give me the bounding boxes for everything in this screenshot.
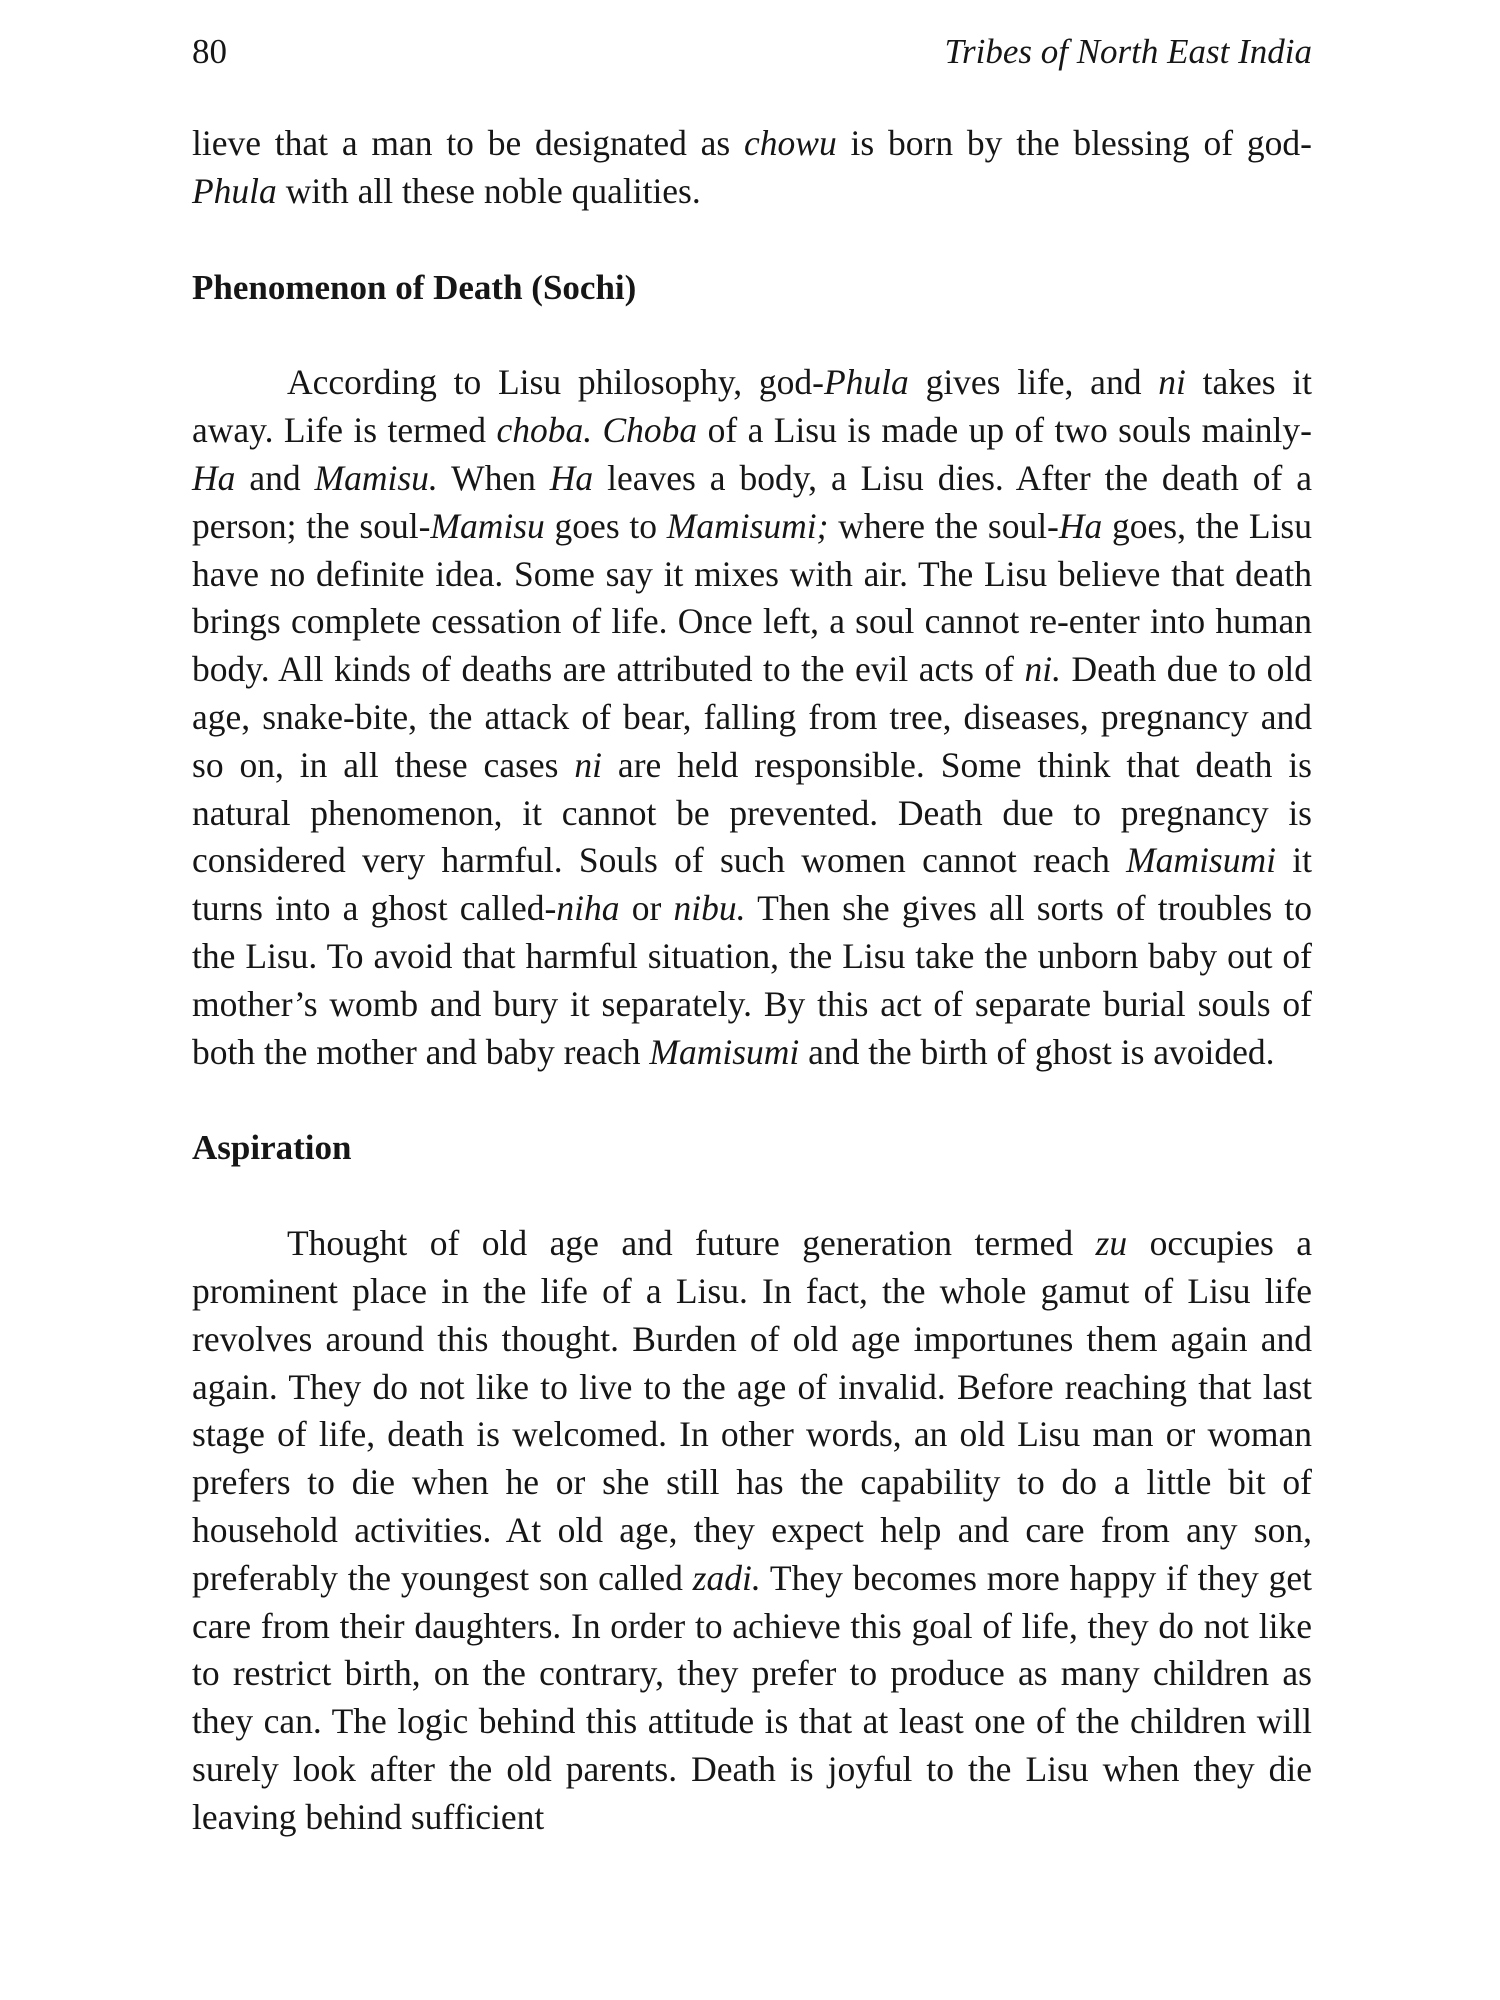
body-text: [192, 120, 1312, 1842]
paragraph-death: According to Lisu philosophy, god-Phula gives life, and ni takes it away. Life is termed choba. Choba of a Lisu is made up of two souls mainly-Ha and Mamisu. When Ha leaves a body, a Lisu dies. After the death of a person; the soul-Mamisu goes to Mamisumi; where the soul-Ha goes, the Lisu have no definite idea. Some say it mixes with air. The Lisu believe that death brings complete cessation of life. Once left, a soul cannot re-enter into human body. All kinds of deaths are attributed to the evil acts of ni. Death due to old age, snake-bite, the attack of bear, falling from tree, diseases, pregnancy and so on, in all these cases ni are held responsible. Some think that death is natural phenomenon, it cannot be prevented. Death due to pregnancy is considered very harmful. Souls of such women cannot reach Mamisumi it turns into a ghost called-niha or nibu. Then she gives all sorts of troubles to the Lisu. To avoid that harmful situation, the Lisu take the unborn baby out of mother’s womb and bury it separately. By this act of separate burial souls of both the mother and baby reach Mamisumi and the birth of ghost is avoided.: [192, 362, 1313, 1072]
running-header: [192, 30, 1312, 74]
term-phula: Phula: [192, 170, 277, 211]
section-heading-death: Phenomenon of Death (Sochi): [192, 267, 637, 307]
term-chowu: chowu: [744, 123, 837, 163]
section-heading-aspiration: Aspiration: [192, 1128, 352, 1168]
book-title: Tribes of North East India: [944, 32, 1312, 71]
page-number: 80: [192, 32, 227, 71]
paragraph-aspiration: Thought of old age and future generation termed zu occupies a prominent place in the life of a Lisu. In fact, the whole gamut of Lisu life revolves around this thought. Burden of old age importunes them again and again. They do not like to live to the age of invalid. Before reaching that last stage of life, death is welcomed. In other words, an old Lisu man or woman prefers to die when he or she still has the capability to do a little bit of household activities. At old age, they expect help and care from any son, preferably the youngest son called zadi. They becomes more happy if they get care from their daughters. In order to achieve this goal of life, they do not like to restrict birth, on the contrary, they prefer to produce as many children as they can. The logic behind this attitude is that at least one of the children will surely look after the old parents. Death is joyful to the Lisu when they die leaving behind sufficient: [192, 1223, 1312, 1837]
continued-paragraph: lieve that a man to be designated as chowu is born by the blessing of god-Phula with all these noble qualities.: [192, 123, 1312, 211]
